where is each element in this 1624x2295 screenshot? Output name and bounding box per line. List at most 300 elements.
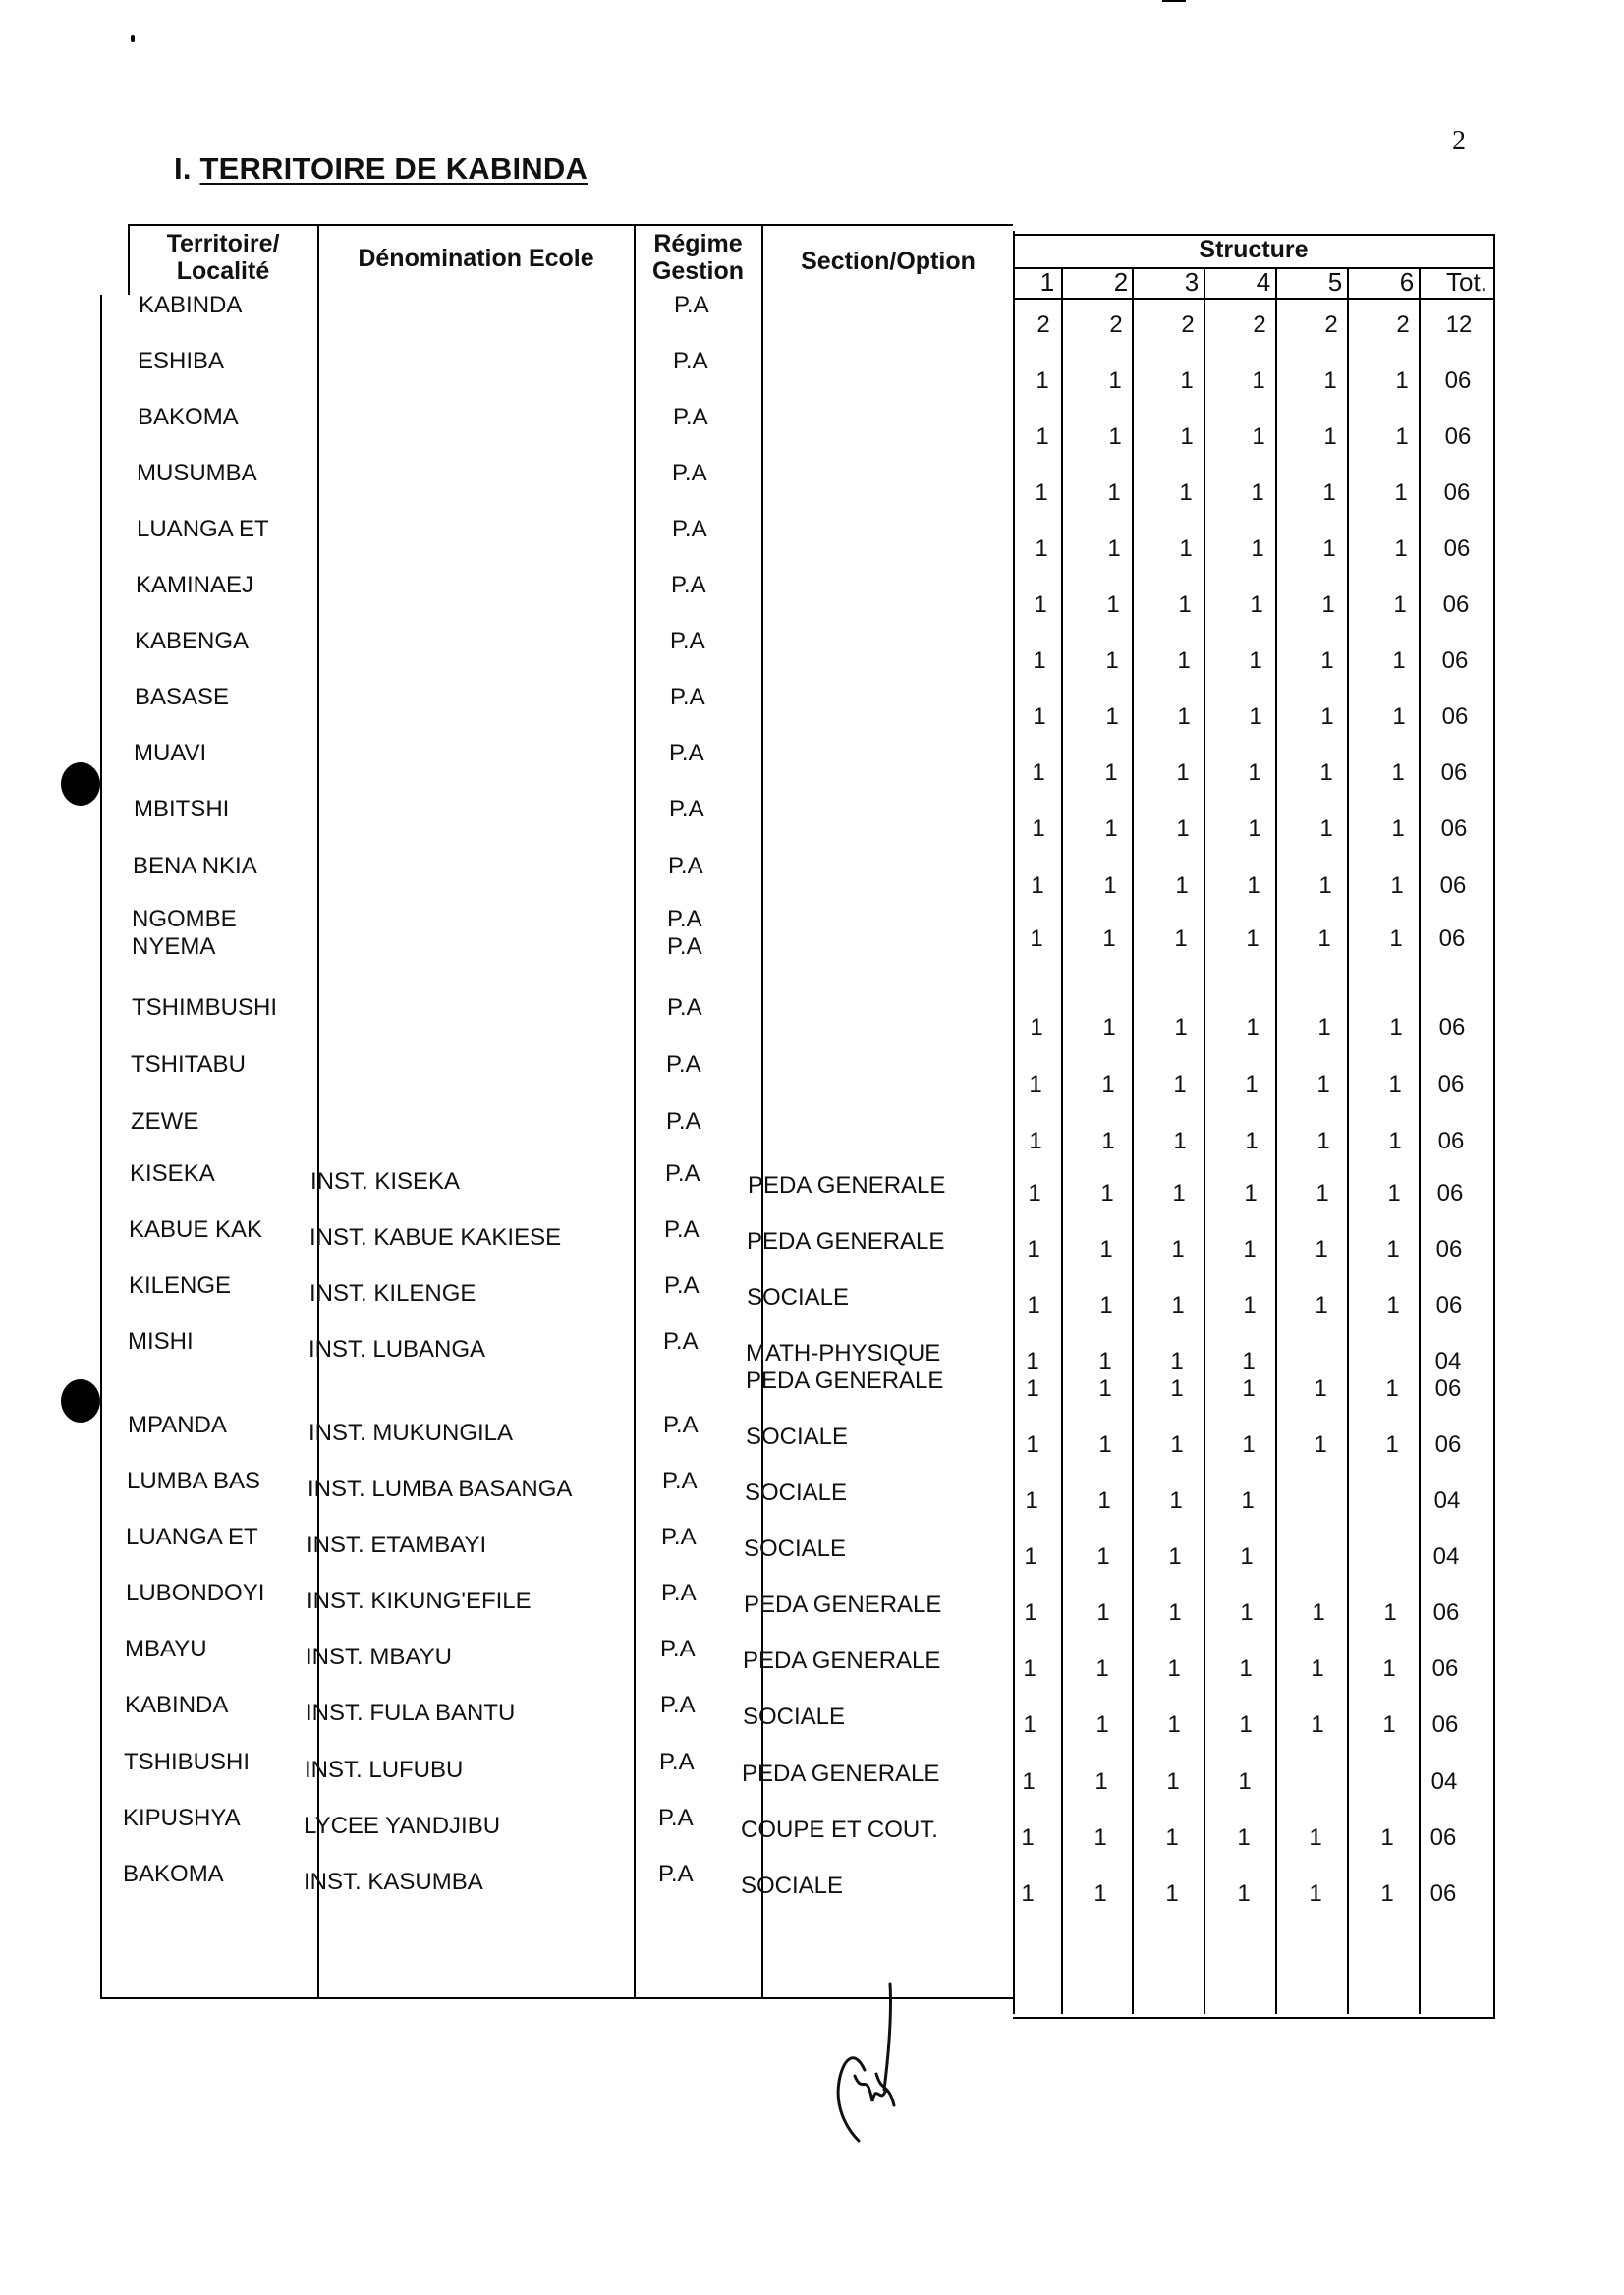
row-count-class-6: 1: [1382, 1655, 1396, 1682]
row-total: 06: [1436, 1180, 1464, 1206]
row-localite: KISEKA: [130, 1160, 215, 1187]
row-regime: P.A: [660, 1692, 696, 1718]
row-count-class-4: 1: [1248, 759, 1261, 786]
row-localite: BENA NKIA: [133, 853, 257, 879]
row-total: 06: [1431, 1655, 1459, 1682]
row-count-class-4: 1: [1252, 423, 1265, 450]
scan-edge-mark: [1162, 0, 1186, 2]
header-class-6: 6: [1399, 267, 1415, 297]
row-count-class-1: 1: [1024, 1599, 1037, 1626]
row-regime: P.A: [665, 1160, 700, 1187]
row-ecole: LYCEE YANDJIBU: [304, 1813, 501, 1839]
row-section-option: SOCIALE: [743, 1704, 846, 1730]
row-regime: P.A: [661, 1524, 697, 1550]
row-regime: P.A: [673, 404, 708, 430]
row-count-class-1: 1: [1026, 1431, 1039, 1458]
row-count-class-6: 1: [1388, 1128, 1402, 1154]
row-regime: P.A: [671, 572, 706, 598]
row-count-class-1: 1: [1027, 1236, 1040, 1262]
row-localite: LUMBA BAS: [127, 1468, 261, 1494]
row-count-class-3: 1: [1174, 1014, 1188, 1040]
row-count-class-6: 1: [1391, 759, 1405, 786]
row-total: 06: [1429, 1824, 1457, 1851]
row-count-class-1: 1: [1025, 1487, 1038, 1514]
row-total: 06: [1443, 535, 1471, 562]
row-section-option: PEDA GENERALE: [743, 1648, 941, 1674]
row-count-class-6: 1: [1392, 703, 1406, 730]
row-total: 06: [1440, 815, 1468, 842]
header-class-4: 4: [1256, 267, 1271, 297]
row-count-class-4: 1: [1238, 1768, 1252, 1795]
row-ecole: INST. KABUE KAKIESE: [309, 1224, 562, 1251]
header-total: Tot.: [1446, 267, 1487, 297]
row-localite: MPANDA: [128, 1412, 227, 1438]
row-ecole: INST. KILENGE: [309, 1280, 476, 1307]
header-section-option: Section/Option: [801, 248, 976, 275]
row-section-option: PEDA GENERALE: [748, 1172, 946, 1199]
header-territoire: Territoire/ Localité: [166, 230, 280, 285]
row-count-class-4: 1: [1243, 1292, 1257, 1318]
row-count-class-1: 1: [1027, 1292, 1040, 1318]
row-count-class-2: 1: [1104, 759, 1118, 786]
row-count-class-5: 1: [1318, 872, 1332, 899]
row-count-class-3: 1: [1180, 423, 1194, 450]
signature-mark: [815, 1980, 924, 2147]
row-regime: P.A: [674, 292, 709, 318]
row-count-class-2: 1: [1102, 1014, 1116, 1040]
row-total: 06: [1444, 367, 1472, 394]
row-count-class-4: 1: [1245, 1071, 1259, 1097]
row-regime: P.A: [667, 906, 702, 932]
row-count-class-6: 1: [1385, 1431, 1399, 1458]
row-count-class-3: 1: [1172, 1180, 1186, 1206]
row-count-class-6: 1: [1394, 535, 1408, 562]
row-total: 06: [1438, 1014, 1466, 1040]
row-count-class-1: 2: [1036, 311, 1050, 338]
row-count-class-1: 1: [1033, 647, 1046, 674]
row-localite: KABUE KAK: [129, 1216, 263, 1243]
row-count-class-4: 1: [1240, 1599, 1254, 1626]
row-count-class-2: 1: [1099, 1236, 1113, 1262]
row-count-class-6: 1: [1393, 591, 1407, 618]
row-count-class-5: 1: [1311, 1655, 1324, 1682]
row-count-class-6: 1: [1389, 925, 1403, 952]
row-section-option: MATH-PHYSIQUE: [746, 1340, 941, 1367]
row-count-class-4: 1: [1240, 1543, 1254, 1570]
row-count-class-1: 1: [1024, 1543, 1037, 1570]
row-count-class-4: 1: [1248, 815, 1261, 842]
row-ecole: INST. FULA BANTU: [306, 1700, 516, 1726]
row-total: 06: [1437, 1128, 1465, 1154]
header-denomination: Dénomination Ecole: [358, 245, 594, 272]
row-count-class-1: 1: [1032, 759, 1045, 786]
row-count-class-3: 1: [1175, 872, 1189, 899]
row-count-class-4: 1: [1247, 872, 1260, 899]
row-count-class-4: 1: [1237, 1824, 1251, 1851]
row-count-class-5: 1: [1323, 423, 1337, 450]
row-count-class-4: 1: [1246, 925, 1260, 952]
row-count-class-4: 1: [1246, 1014, 1260, 1040]
row-count-class-2: 1: [1104, 815, 1118, 842]
row-total: 06: [1442, 591, 1470, 618]
row-count-class-4: 1: [1249, 647, 1262, 674]
row-count-class-4: 1: [1251, 479, 1264, 506]
row-total: 06: [1432, 1599, 1460, 1626]
row-count-class-4: 1: [1252, 367, 1265, 394]
row-count-class-3: 1: [1170, 1375, 1184, 1402]
row-regime: P.A: [660, 1636, 696, 1662]
row-localite: KIPUSHYA: [123, 1805, 241, 1831]
row-total: 06: [1434, 1375, 1462, 1402]
row-localite: MBAYU: [125, 1636, 207, 1662]
row-count-class-2: 1: [1094, 1768, 1108, 1795]
row-count-class-2: 1: [1107, 535, 1121, 562]
row-ecole: INST. LUFUBU: [305, 1757, 464, 1783]
row-localite: MUSUMBA: [137, 460, 257, 486]
row-localite: KILENGE: [129, 1272, 232, 1299]
row-count-class-4: 2: [1253, 311, 1266, 338]
row-count-class-2: 1: [1098, 1348, 1112, 1374]
row-count-class-6: 1: [1382, 1711, 1396, 1738]
row-localite: KABENGA: [135, 628, 250, 654]
row-count-class-5: 1: [1321, 591, 1335, 618]
row-regime: P.A: [672, 460, 707, 486]
row-count-class-2: 1: [1093, 1824, 1107, 1851]
row-count-class-3: 1: [1177, 703, 1191, 730]
section-title: TERRITOIRE DE KABINDA: [199, 151, 588, 186]
row-localite: MBITSHI: [134, 796, 230, 822]
row-regime: P.A: [658, 1861, 694, 1887]
row-count-class-3: 1: [1177, 647, 1191, 674]
row-count-class-5: 1: [1315, 1292, 1328, 1318]
section-prefix: I.: [174, 151, 200, 186]
row-count-class-5: 1: [1319, 815, 1333, 842]
row-total: 04: [1432, 1543, 1460, 1570]
row-count-class-3: 1: [1168, 1599, 1182, 1626]
row-count-class-3: 1: [1165, 1824, 1179, 1851]
row-section-option: SOCIALE: [745, 1480, 848, 1506]
row-count-class-6: 1: [1387, 1180, 1401, 1206]
row-regime: P.A: [658, 1805, 694, 1831]
row-count-class-3: 1: [1171, 1292, 1185, 1318]
row-count-class-5: 1: [1315, 1236, 1328, 1262]
row-count-class-6: 1: [1388, 1071, 1402, 1097]
row-regime: P.A: [664, 1216, 700, 1243]
row-total: 06: [1441, 703, 1469, 730]
row-count-class-6: 1: [1395, 423, 1409, 450]
row-count-class-2: 1: [1098, 1375, 1112, 1402]
row-total: 04: [1434, 1348, 1462, 1374]
row-localite: KABINDA: [139, 292, 243, 318]
row-total: 06: [1438, 925, 1466, 952]
row-count-class-4: 1: [1251, 535, 1264, 562]
row-localite: TSHIBUSHI: [124, 1749, 251, 1775]
row-count-class-6: 1: [1392, 647, 1406, 674]
row-regime: P.A: [669, 796, 704, 822]
row-localite: MISHI: [128, 1328, 194, 1355]
row-regime: P.A: [666, 1108, 701, 1135]
row-total: 12: [1445, 311, 1473, 338]
row-total: 06: [1435, 1236, 1463, 1262]
row-count-class-1: 1: [1030, 925, 1043, 952]
row-total: 04: [1433, 1487, 1461, 1514]
header-class-1: 1: [1039, 267, 1055, 297]
row-count-class-3: 1: [1170, 1431, 1184, 1458]
row-count-class-1: 1: [1032, 815, 1045, 842]
row-count-class-3: 1: [1165, 1880, 1179, 1907]
row-count-class-3: 2: [1181, 311, 1195, 338]
row-regime: P.A: [659, 1749, 695, 1775]
row-regime: P.A: [672, 516, 707, 542]
header-class-5: 5: [1327, 267, 1343, 297]
row-count-class-3: 1: [1166, 1768, 1180, 1795]
row-count-class-5: 1: [1316, 1128, 1330, 1154]
row-count-class-2: 1: [1107, 479, 1121, 506]
row-count-class-2: 1: [1098, 1431, 1112, 1458]
row-count-class-3: 1: [1176, 759, 1190, 786]
row-count-class-4: 1: [1243, 1236, 1257, 1262]
row-section-option: SOCIALE: [744, 1536, 847, 1562]
header-regime: Régime Gestion: [651, 230, 745, 285]
row-count-class-4: 1: [1237, 1880, 1251, 1907]
punch-hole: [61, 1379, 100, 1423]
row-section-option: SOCIALE: [746, 1424, 849, 1450]
row-total: 06: [1429, 1880, 1457, 1907]
row-count-class-4: 1: [1241, 1487, 1255, 1514]
row-count-class-2: 1: [1108, 367, 1122, 394]
row-localite: TSHIMBUSHI: [132, 994, 278, 1021]
row-count-class-2: 1: [1101, 1128, 1115, 1154]
row-total: 06: [1444, 423, 1472, 450]
row-count-class-2: 1: [1103, 872, 1117, 899]
row-total: 06: [1435, 1292, 1463, 1318]
row-total: 06: [1443, 479, 1471, 506]
row-count-class-1: 1: [1036, 367, 1049, 394]
row-count-class-2: 1: [1097, 1487, 1111, 1514]
row-count-class-2: 1: [1096, 1599, 1110, 1626]
row-regime: P.A: [668, 853, 703, 879]
row-count-class-5: 1: [1323, 367, 1337, 394]
row-count-class-2: 1: [1108, 423, 1122, 450]
row-ecole: INST. MBAYU: [306, 1644, 452, 1670]
row-count-class-3: 1: [1179, 479, 1193, 506]
row-count-class-3: 1: [1169, 1487, 1183, 1514]
row-regime: P.A: [670, 628, 705, 654]
row-regime: P.A: [670, 684, 705, 710]
row-count-class-5: 1: [1309, 1824, 1322, 1851]
row-count-class-6: 1: [1383, 1599, 1397, 1626]
row-count-class-4: 1: [1249, 703, 1262, 730]
row-count-class-2: 1: [1106, 591, 1120, 618]
row-total: 06: [1441, 647, 1469, 674]
row-count-class-1: 1: [1030, 1014, 1043, 1040]
row-localite: BAKOMA: [123, 1861, 224, 1887]
row-count-class-1: 1: [1033, 703, 1046, 730]
row-count-class-3: 1: [1171, 1236, 1185, 1262]
section-heading: [174, 151, 588, 187]
row-count-class-6: 1: [1394, 479, 1408, 506]
row-count-class-5: 1: [1316, 1071, 1330, 1097]
row-section-option: SOCIALE: [747, 1284, 850, 1311]
row-ecole: INST. KIKUNG'EFILE: [307, 1588, 532, 1614]
row-count-class-6: 1: [1386, 1236, 1400, 1262]
row-count-class-2: 1: [1101, 1071, 1115, 1097]
row-count-class-1: 1: [1034, 591, 1047, 618]
row-localite: LUBONDOYI: [126, 1580, 265, 1606]
row-localite: TSHITABU: [131, 1051, 246, 1078]
row-regime: P.A: [673, 348, 708, 374]
row-count-class-5: 1: [1316, 1180, 1329, 1206]
row-section-option: PEDA GENERALE: [742, 1761, 940, 1787]
row-count-class-1: 1: [1031, 872, 1044, 899]
row-count-class-3: 1: [1167, 1655, 1181, 1682]
row-count-class-1: 1: [1023, 1655, 1036, 1682]
row-count-class-5: 1: [1319, 759, 1333, 786]
row-section-option: COUPE ET COUT.: [741, 1817, 938, 1843]
row-count-class-6: 1: [1395, 367, 1409, 394]
row-section-option: PEDA GENERALE: [747, 1228, 945, 1255]
row-count-class-1: 1: [1036, 423, 1049, 450]
row-count-class-2: 1: [1102, 925, 1116, 952]
row-count-class-1: 1: [1029, 1128, 1042, 1154]
row-count-class-5: 1: [1314, 1375, 1327, 1402]
row-count-class-1: 1: [1035, 479, 1048, 506]
row-count-class-2: 1: [1093, 1880, 1107, 1907]
row-count-class-6: 1: [1390, 872, 1404, 899]
row-ecole: INST. KISEKA: [310, 1168, 461, 1195]
row-localite: LUANGA ET: [126, 1524, 258, 1550]
row-count-class-6: 1: [1391, 815, 1405, 842]
row-section-option: PEDA GENERALE: [744, 1592, 942, 1618]
row-regime: P.A: [669, 740, 704, 766]
row-ecole: INST. LUBANGA: [308, 1336, 486, 1363]
row-count-class-5: 1: [1322, 479, 1336, 506]
row-total: 06: [1439, 872, 1467, 899]
row-count-class-4: 1: [1242, 1431, 1256, 1458]
row-total: 06: [1440, 759, 1468, 786]
row-count-class-4: 1: [1242, 1348, 1256, 1374]
row-count-class-6: 1: [1380, 1824, 1394, 1851]
row-localite: ZEWE: [131, 1108, 199, 1135]
row-total: 06: [1434, 1431, 1462, 1458]
scan-speck: [131, 35, 135, 42]
row-count-class-2: 1: [1096, 1543, 1110, 1570]
punch-hole: [61, 762, 100, 806]
row-count-class-4: 1: [1245, 1128, 1259, 1154]
row-count-class-2: 1: [1105, 703, 1119, 730]
row-count-class-5: 1: [1320, 647, 1334, 674]
row-count-class-3: 1: [1167, 1711, 1181, 1738]
row-ecole: INST. MUKUNGILA: [308, 1420, 514, 1446]
row-localite: MUAVI: [134, 740, 207, 766]
page-number: 2: [1452, 126, 1466, 156]
row-count-class-2: 1: [1105, 647, 1119, 674]
row-localite: BASASE: [135, 684, 230, 710]
row-count-class-4: 1: [1250, 591, 1263, 618]
row-count-class-2: 1: [1095, 1655, 1109, 1682]
row-count-class-6: 2: [1396, 311, 1410, 338]
row-regime: P.A: [667, 994, 702, 1021]
row-localite: KABINDA: [125, 1692, 229, 1718]
row-regime: P.A: [663, 1412, 699, 1438]
row-regime: P.A: [661, 1580, 697, 1606]
row-count-class-3: 1: [1170, 1348, 1184, 1374]
row-count-class-3: 1: [1168, 1543, 1182, 1570]
row-count-class-2: 1: [1095, 1711, 1109, 1738]
row-count-class-5: 2: [1324, 311, 1338, 338]
header-class-2: 2: [1113, 267, 1129, 297]
row-count-class-3: 1: [1176, 815, 1190, 842]
row-count-class-6: 1: [1380, 1880, 1394, 1907]
row-count-class-2: 2: [1109, 311, 1123, 338]
row-count-class-5: 1: [1311, 1711, 1324, 1738]
row-count-class-1: 1: [1022, 1768, 1036, 1795]
row-count-class-3: 1: [1180, 367, 1194, 394]
row-localite: BAKOMA: [138, 404, 239, 430]
row-regime: P.A: [666, 1051, 701, 1078]
row-total: 04: [1430, 1768, 1458, 1795]
row-count-class-5: 1: [1314, 1431, 1327, 1458]
row-count-class-3: 1: [1173, 1128, 1187, 1154]
row-localite: LUANGA ET: [137, 516, 269, 542]
row-count-class-1: 1: [1023, 1711, 1036, 1738]
row-count-class-5: 1: [1320, 703, 1334, 730]
row-regime: P.A: [663, 1328, 699, 1355]
row-regime: P.A: [664, 1272, 700, 1299]
row-count-class-5: 1: [1309, 1880, 1322, 1907]
row-count-class-1: 1: [1026, 1348, 1039, 1374]
row-count-class-3: 1: [1178, 591, 1192, 618]
header-class-3: 3: [1184, 267, 1200, 297]
header-structure: Structure: [1199, 236, 1309, 263]
row-count-class-2: 1: [1100, 1180, 1114, 1206]
row-count-class-3: 1: [1174, 925, 1188, 952]
row-ecole: INST. ETAMBAYI: [307, 1532, 487, 1558]
row-count-class-5: 1: [1312, 1599, 1325, 1626]
row-count-class-5: 1: [1317, 1014, 1331, 1040]
row-count-class-5: 1: [1322, 535, 1336, 562]
row-ecole: INST. KASUMBA: [304, 1869, 483, 1895]
row-localite: NYEMA: [132, 933, 216, 960]
row-localite: KAMINAEJ: [136, 572, 254, 598]
row-count-class-1: 1: [1035, 535, 1048, 562]
row-section-option: SOCIALE: [741, 1873, 844, 1899]
row-count-class-1: 1: [1029, 1071, 1042, 1097]
row-count-class-1: 1: [1028, 1180, 1041, 1206]
row-localite: NGOMBE: [132, 906, 237, 932]
row-count-class-6: 1: [1389, 1014, 1403, 1040]
row-count-class-3: 1: [1173, 1071, 1187, 1097]
row-count-class-4: 1: [1239, 1655, 1253, 1682]
row-count-class-4: 1: [1239, 1711, 1253, 1738]
row-total: 06: [1431, 1711, 1459, 1738]
row-count-class-2: 1: [1099, 1292, 1113, 1318]
row-total: 06: [1437, 1071, 1465, 1097]
row-count-class-6: 1: [1386, 1292, 1400, 1318]
row-count-class-1: 1: [1021, 1824, 1035, 1851]
row-regime: P.A: [662, 1468, 698, 1494]
row-count-class-6: 1: [1385, 1375, 1399, 1402]
row-count-class-1: 1: [1026, 1375, 1039, 1402]
row-count-class-4: 1: [1244, 1180, 1258, 1206]
row-regime: P.A: [667, 933, 702, 960]
row-section-option: PEDA GENERALE: [746, 1368, 944, 1394]
row-localite: ESHIBA: [138, 348, 225, 374]
row-ecole: INST. LUMBA BASANGA: [308, 1476, 573, 1502]
row-count-class-5: 1: [1317, 925, 1331, 952]
row-count-class-4: 1: [1242, 1375, 1256, 1402]
row-count-class-1: 1: [1021, 1880, 1035, 1907]
